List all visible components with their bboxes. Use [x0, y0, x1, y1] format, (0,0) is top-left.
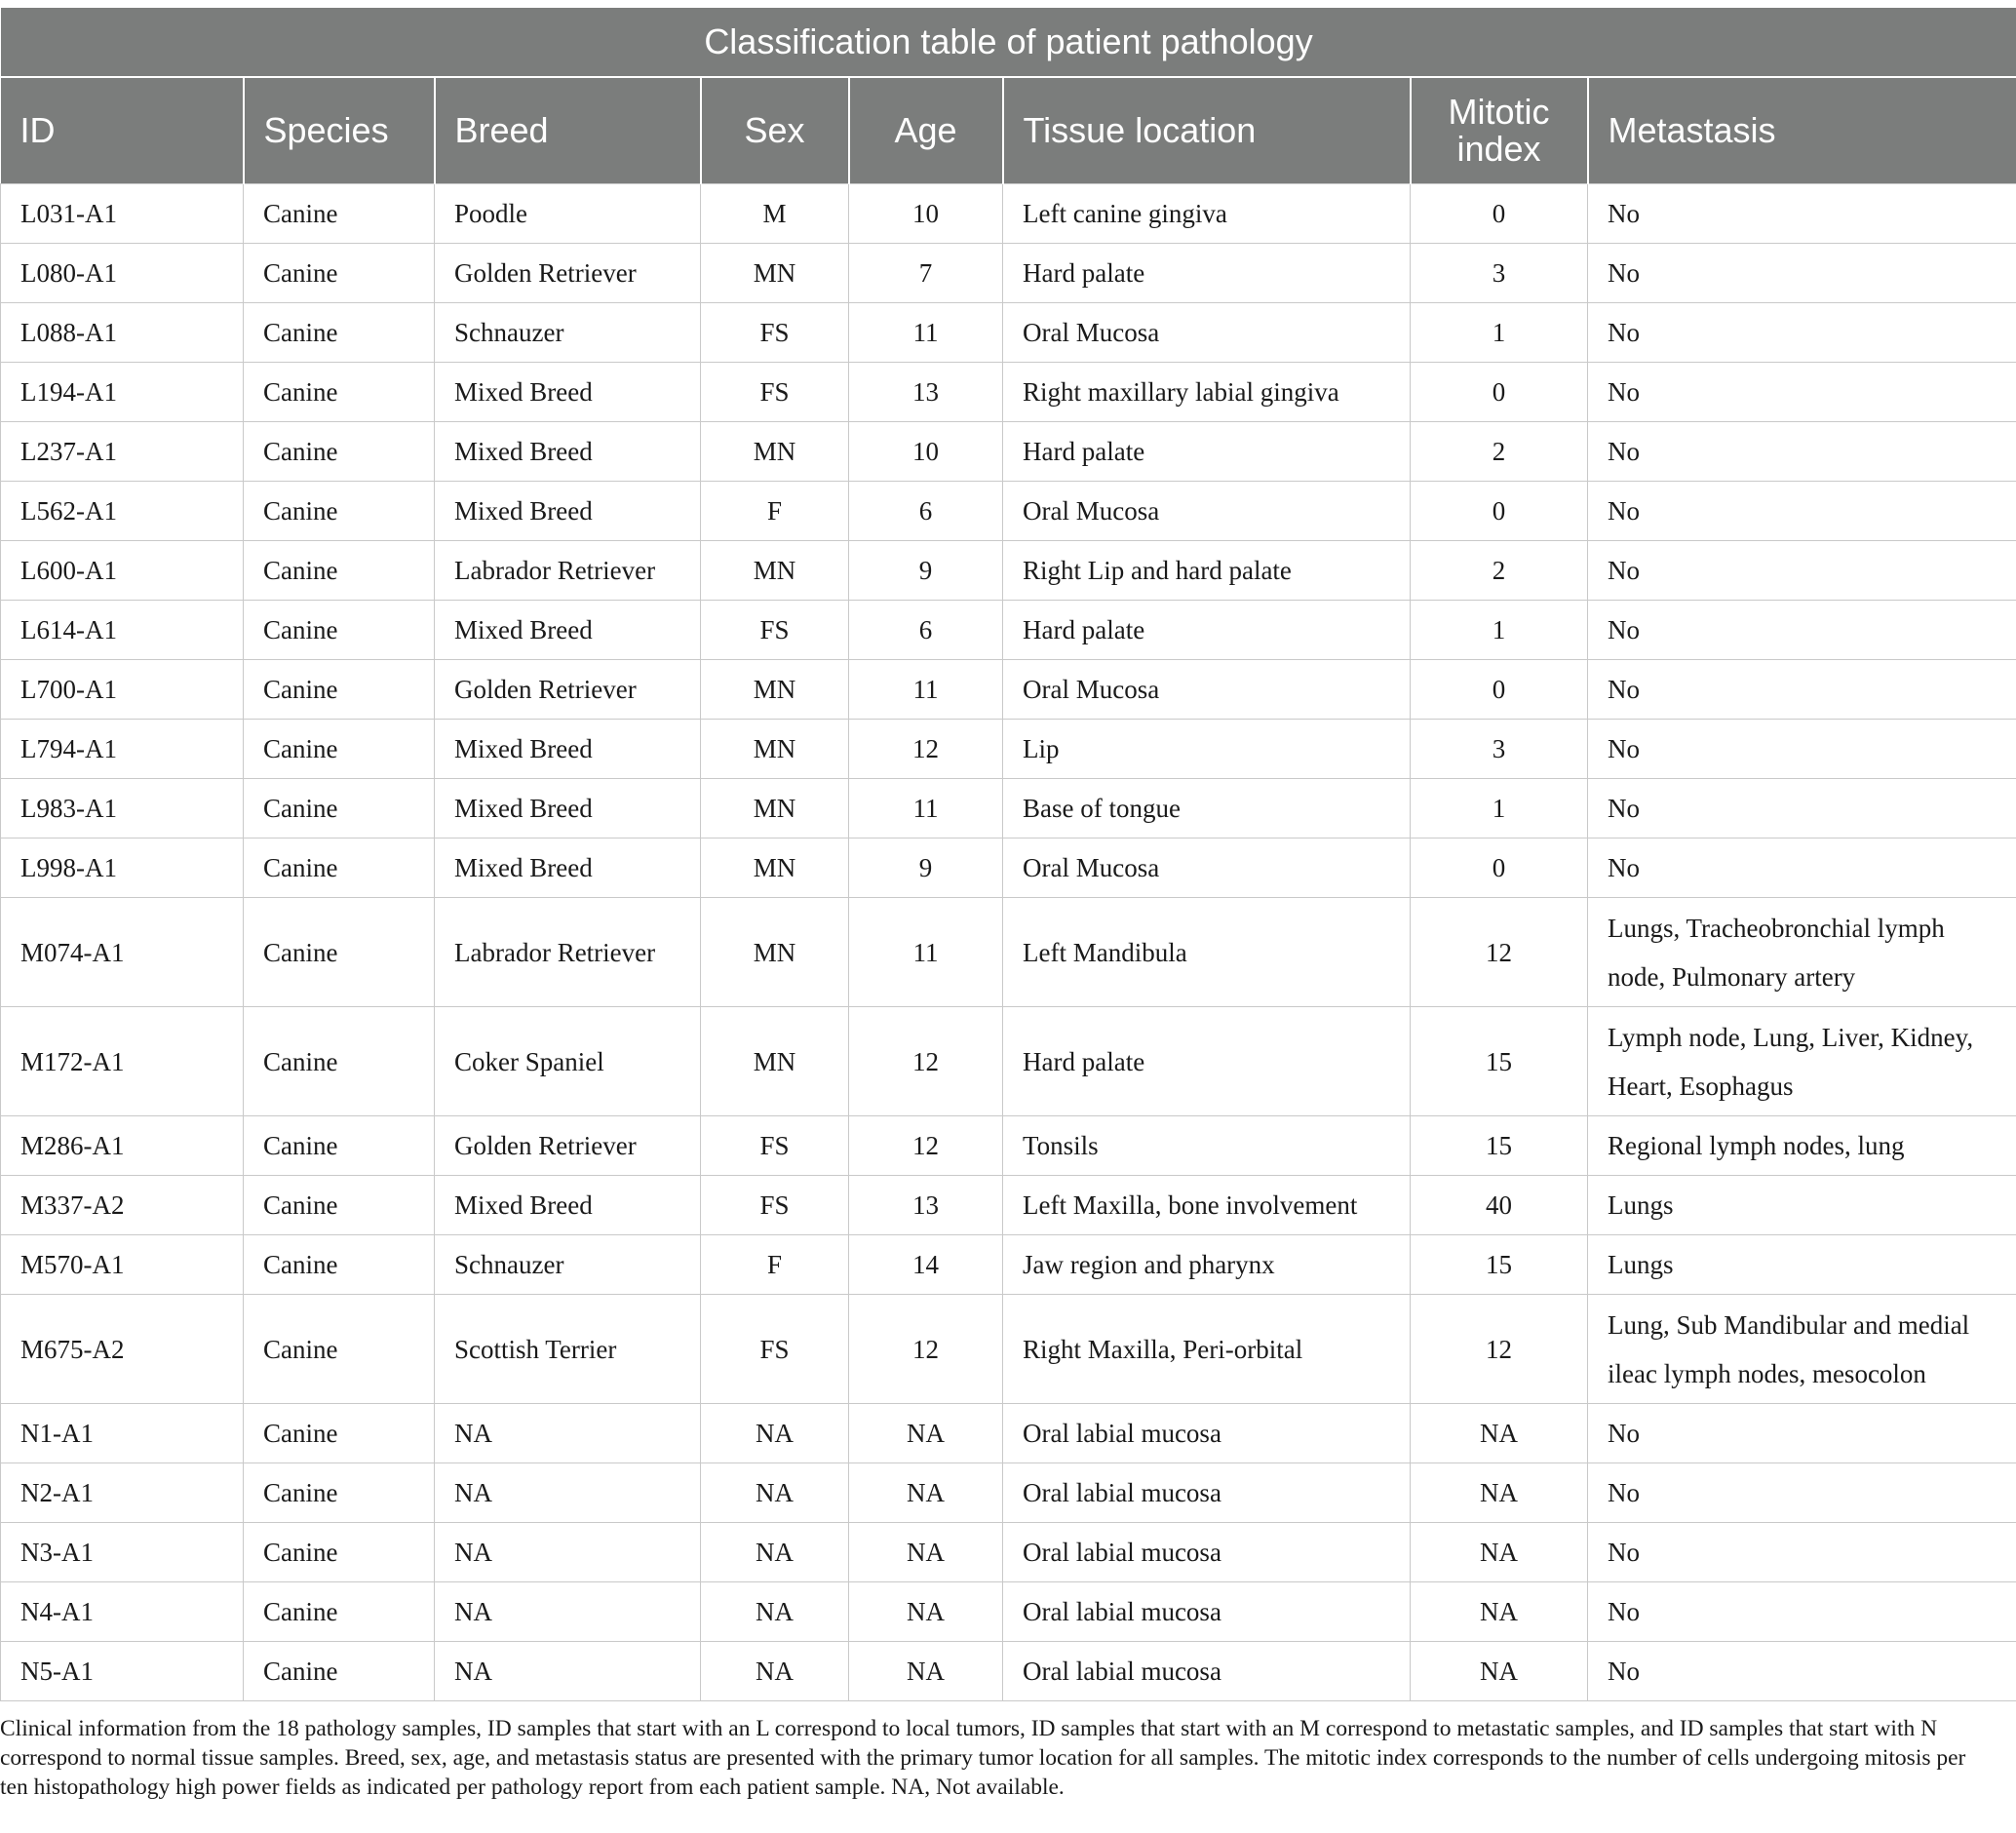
cell-tissue-location: Left canine gingiva [1003, 184, 1411, 244]
cell-sex: MN [701, 422, 849, 482]
cell-metastasis: No [1588, 660, 2016, 720]
column-header-sex: Sex [701, 77, 849, 184]
cell-age: 14 [849, 1235, 1003, 1295]
cell-species: Canine [244, 1582, 435, 1642]
cell-tissue-location: Oral labial mucosa [1003, 1404, 1411, 1463]
cell-age: 6 [849, 601, 1003, 660]
cell-metastasis: No [1588, 1404, 2016, 1463]
cell-mitotic-index: 0 [1411, 184, 1588, 244]
cell-id: M337-A2 [1, 1176, 244, 1235]
cell-age: 10 [849, 422, 1003, 482]
cell-breed: Golden Retriever [435, 244, 701, 303]
cell-species: Canine [244, 1007, 435, 1116]
cell-sex: MN [701, 779, 849, 838]
cell-tissue-location: Lip [1003, 720, 1411, 779]
cell-id: N3-A1 [1, 1523, 244, 1582]
cell-species: Canine [244, 1642, 435, 1701]
cell-age: 13 [849, 1176, 1003, 1235]
cell-species: Canine [244, 838, 435, 898]
cell-tissue-location: Oral Mucosa [1003, 482, 1411, 541]
table-row [1, 1523, 2016, 1582]
cell-sex: MN [701, 244, 849, 303]
table-row [1, 422, 2016, 482]
cell-sex: FS [701, 1176, 849, 1235]
cell-sex: M [701, 184, 849, 244]
cell-age: 11 [849, 303, 1003, 363]
table-title: Classification table of patient pathology [1, 8, 2016, 77]
cell-metastasis: No [1588, 303, 2016, 363]
cell-breed: NA [435, 1404, 701, 1463]
cell-species: Canine [244, 1116, 435, 1176]
cell-species: Canine [244, 779, 435, 838]
cell-tissue-location: Base of tongue [1003, 779, 1411, 838]
cell-metastasis: Lung, Sub Mandibular and medial ileac lymph nodes, mesocolon [1588, 1295, 2016, 1404]
cell-id: N2-A1 [1, 1463, 244, 1523]
cell-mitotic-index: 15 [1411, 1116, 1588, 1176]
cell-mitotic-index: 3 [1411, 720, 1588, 779]
table-row [1, 1295, 2016, 1404]
cell-sex: MN [701, 898, 849, 1007]
cell-sex: FS [701, 303, 849, 363]
cell-metastasis: No [1588, 779, 2016, 838]
cell-species: Canine [244, 1463, 435, 1523]
column-header-species: Species [244, 77, 435, 184]
cell-id: M286-A1 [1, 1116, 244, 1176]
cell-id: L194-A1 [1, 363, 244, 422]
table-row [1, 1463, 2016, 1523]
cell-breed: Coker Spaniel [435, 1007, 701, 1116]
cell-species: Canine [244, 1235, 435, 1295]
table-row [1, 779, 2016, 838]
cell-breed: Mixed Breed [435, 838, 701, 898]
cell-mitotic-index: NA [1411, 1463, 1588, 1523]
cell-tissue-location: Oral Mucosa [1003, 838, 1411, 898]
cell-mitotic-index: 0 [1411, 482, 1588, 541]
cell-age: NA [849, 1523, 1003, 1582]
cell-sex: MN [701, 720, 849, 779]
cell-metastasis: No [1588, 720, 2016, 779]
cell-species: Canine [244, 363, 435, 422]
cell-sex: NA [701, 1582, 849, 1642]
cell-id: L237-A1 [1, 422, 244, 482]
cell-mitotic-index: 0 [1411, 363, 1588, 422]
cell-sex: FS [701, 1295, 849, 1404]
table-title-row [1, 8, 2016, 77]
cell-breed: NA [435, 1642, 701, 1701]
cell-breed: Scottish Terrier [435, 1295, 701, 1404]
cell-id: L080-A1 [1, 244, 244, 303]
cell-sex: NA [701, 1523, 849, 1582]
cell-species: Canine [244, 898, 435, 1007]
cell-mitotic-index: 2 [1411, 422, 1588, 482]
cell-tissue-location: Oral labial mucosa [1003, 1463, 1411, 1523]
pathology-table-container [0, 8, 2016, 1701]
cell-tissue-location: Left Maxilla, bone involvement [1003, 1176, 1411, 1235]
cell-mitotic-index: 12 [1411, 1295, 1588, 1404]
cell-metastasis: Lungs [1588, 1176, 2016, 1235]
cell-breed: Mixed Breed [435, 422, 701, 482]
cell-sex: FS [701, 363, 849, 422]
cell-metastasis: No [1588, 1642, 2016, 1701]
cell-breed: Mixed Breed [435, 1176, 701, 1235]
cell-metastasis: Lymph node, Lung, Liver, Kidney, Heart, Esophagus [1588, 1007, 2016, 1116]
cell-age: NA [849, 1463, 1003, 1523]
table-row [1, 363, 2016, 422]
cell-mitotic-index: 15 [1411, 1235, 1588, 1295]
cell-mitotic-index: 2 [1411, 541, 1588, 601]
cell-id: L031-A1 [1, 184, 244, 244]
pathology-table [0, 8, 2016, 1701]
column-header-breed: Breed [435, 77, 701, 184]
cell-id: L562-A1 [1, 482, 244, 541]
cell-id: N1-A1 [1, 1404, 244, 1463]
cell-metastasis: No [1588, 422, 2016, 482]
cell-id: L794-A1 [1, 720, 244, 779]
table-row [1, 1235, 2016, 1295]
cell-tissue-location: Hard palate [1003, 601, 1411, 660]
table-row [1, 660, 2016, 720]
cell-metastasis: No [1588, 1463, 2016, 1523]
cell-age: 6 [849, 482, 1003, 541]
cell-tissue-location: Right maxillary labial gingiva [1003, 363, 1411, 422]
cell-mitotic-index: 0 [1411, 838, 1588, 898]
cell-age: NA [849, 1404, 1003, 1463]
cell-breed: NA [435, 1582, 701, 1642]
cell-species: Canine [244, 601, 435, 660]
cell-mitotic-index: 3 [1411, 244, 1588, 303]
cell-sex: NA [701, 1463, 849, 1523]
cell-id: N5-A1 [1, 1642, 244, 1701]
cell-species: Canine [244, 1176, 435, 1235]
cell-tissue-location: Right Maxilla, Peri-orbital [1003, 1295, 1411, 1404]
table-header-row [1, 77, 2016, 184]
cell-breed: NA [435, 1523, 701, 1582]
cell-age: NA [849, 1642, 1003, 1701]
cell-mitotic-index: 0 [1411, 660, 1588, 720]
cell-species: Canine [244, 303, 435, 363]
cell-mitotic-index: 40 [1411, 1176, 1588, 1235]
cell-metastasis: No [1588, 838, 2016, 898]
cell-species: Canine [244, 1523, 435, 1582]
cell-mitotic-index: 15 [1411, 1007, 1588, 1116]
table-row [1, 541, 2016, 601]
table-row [1, 838, 2016, 898]
cell-tissue-location: Oral labial mucosa [1003, 1523, 1411, 1582]
cell-metastasis: No [1588, 1523, 2016, 1582]
cell-species: Canine [244, 184, 435, 244]
table-row [1, 1176, 2016, 1235]
table-row [1, 601, 2016, 660]
column-header-metastasis: Metastasis [1588, 77, 2016, 184]
cell-species: Canine [244, 244, 435, 303]
cell-sex: F [701, 482, 849, 541]
column-header-tissue-location: Tissue location [1003, 77, 1411, 184]
cell-tissue-location: Hard palate [1003, 422, 1411, 482]
cell-breed: Mixed Breed [435, 601, 701, 660]
cell-species: Canine [244, 660, 435, 720]
cell-species: Canine [244, 422, 435, 482]
cell-age: 11 [849, 898, 1003, 1007]
cell-sex: NA [701, 1404, 849, 1463]
cell-breed: Golden Retriever [435, 1116, 701, 1176]
cell-metastasis: No [1588, 363, 2016, 422]
cell-breed: Schnauzer [435, 1235, 701, 1295]
cell-age: 13 [849, 363, 1003, 422]
cell-metastasis: No [1588, 184, 2016, 244]
table-body [1, 184, 2016, 1701]
cell-tissue-location: Left Mandibula [1003, 898, 1411, 1007]
cell-mitotic-index: 12 [1411, 898, 1588, 1007]
cell-metastasis: No [1588, 601, 2016, 660]
cell-metastasis: No [1588, 1582, 2016, 1642]
cell-sex: FS [701, 601, 849, 660]
cell-tissue-location: Oral Mucosa [1003, 660, 1411, 720]
table-row [1, 720, 2016, 779]
column-header-age: Age [849, 77, 1003, 184]
cell-age: 11 [849, 779, 1003, 838]
cell-sex: NA [701, 1642, 849, 1701]
table-row [1, 1582, 2016, 1642]
cell-id: L600-A1 [1, 541, 244, 601]
cell-id: M074-A1 [1, 898, 244, 1007]
cell-metastasis: Lungs [1588, 1235, 2016, 1295]
cell-tissue-location: Hard palate [1003, 1007, 1411, 1116]
cell-mitotic-index: NA [1411, 1642, 1588, 1701]
cell-metastasis: Regional lymph nodes, lung [1588, 1116, 2016, 1176]
cell-age: NA [849, 1582, 1003, 1642]
column-header-mitotic-index: Mitotic index [1411, 77, 1588, 184]
cell-species: Canine [244, 482, 435, 541]
cell-metastasis: No [1588, 244, 2016, 303]
table-row [1, 184, 2016, 244]
cell-id: M172-A1 [1, 1007, 244, 1116]
table-row [1, 1116, 2016, 1176]
cell-tissue-location: Oral labial mucosa [1003, 1582, 1411, 1642]
cell-tissue-location: Hard palate [1003, 244, 1411, 303]
cell-breed: Mixed Breed [435, 779, 701, 838]
cell-sex: F [701, 1235, 849, 1295]
cell-sex: MN [701, 1007, 849, 1116]
table-row [1, 303, 2016, 363]
cell-tissue-location: Tonsils [1003, 1116, 1411, 1176]
cell-species: Canine [244, 541, 435, 601]
cell-sex: MN [701, 838, 849, 898]
table-row [1, 1007, 2016, 1116]
table-row [1, 482, 2016, 541]
cell-species: Canine [244, 1295, 435, 1404]
cell-id: L700-A1 [1, 660, 244, 720]
cell-id: M675-A2 [1, 1295, 244, 1404]
cell-tissue-location: Right Lip and hard palate [1003, 541, 1411, 601]
cell-age: 7 [849, 244, 1003, 303]
cell-species: Canine [244, 1404, 435, 1463]
cell-breed: Labrador Retriever [435, 898, 701, 1007]
cell-mitotic-index: 1 [1411, 601, 1588, 660]
cell-age: 12 [849, 1007, 1003, 1116]
cell-id: L983-A1 [1, 779, 244, 838]
cell-mitotic-index: NA [1411, 1523, 1588, 1582]
table-row [1, 244, 2016, 303]
cell-sex: MN [701, 660, 849, 720]
cell-breed: NA [435, 1463, 701, 1523]
cell-age: 12 [849, 720, 1003, 779]
cell-id: M570-A1 [1, 1235, 244, 1295]
table-footnote: Clinical information from the 18 pathology samples, ID samples that start with an L correspond to local tumors, ID samples that start with an M correspond to metastatic samples, and ID samples that start with N correspond to normal tissue samples. Breed, sex, age, and metastasis status are presented with the primary tumor location for all samples. The mitotic index corresponds to the number of cells undergoing mitosis per ten histopathology high power fields as indicated per pathology report from each patient sample. NA, Not available. [0, 1716, 1966, 1800]
cell-tissue-location: Oral labial mucosa [1003, 1642, 1411, 1701]
cell-age: 11 [849, 660, 1003, 720]
cell-breed: Mixed Breed [435, 363, 701, 422]
cell-metastasis: No [1588, 541, 2016, 601]
cell-breed: Golden Retriever [435, 660, 701, 720]
column-header-id: ID [1, 77, 244, 184]
cell-tissue-location: Oral Mucosa [1003, 303, 1411, 363]
cell-age: 12 [849, 1295, 1003, 1404]
cell-breed: Labrador Retriever [435, 541, 701, 601]
table-row [1, 898, 2016, 1007]
cell-sex: MN [701, 541, 849, 601]
cell-mitotic-index: NA [1411, 1582, 1588, 1642]
cell-tissue-location: Jaw region and pharynx [1003, 1235, 1411, 1295]
cell-id: L998-A1 [1, 838, 244, 898]
cell-id: L614-A1 [1, 601, 244, 660]
cell-id: L088-A1 [1, 303, 244, 363]
cell-metastasis: Lungs, Tracheobronchial lymph node, Pulmonary artery [1588, 898, 2016, 1007]
cell-mitotic-index: 1 [1411, 303, 1588, 363]
cell-age: 9 [849, 838, 1003, 898]
cell-id: N4-A1 [1, 1582, 244, 1642]
cell-age: 10 [849, 184, 1003, 244]
cell-mitotic-index: 1 [1411, 779, 1588, 838]
cell-age: 12 [849, 1116, 1003, 1176]
cell-age: 9 [849, 541, 1003, 601]
cell-sex: FS [701, 1116, 849, 1176]
cell-mitotic-index: NA [1411, 1404, 1588, 1463]
cell-metastasis: No [1588, 482, 2016, 541]
cell-breed: Mixed Breed [435, 482, 701, 541]
table-row [1, 1404, 2016, 1463]
table-row [1, 1642, 2016, 1701]
cell-species: Canine [244, 720, 435, 779]
cell-breed: Mixed Breed [435, 720, 701, 779]
cell-breed: Poodle [435, 184, 701, 244]
cell-breed: Schnauzer [435, 303, 701, 363]
